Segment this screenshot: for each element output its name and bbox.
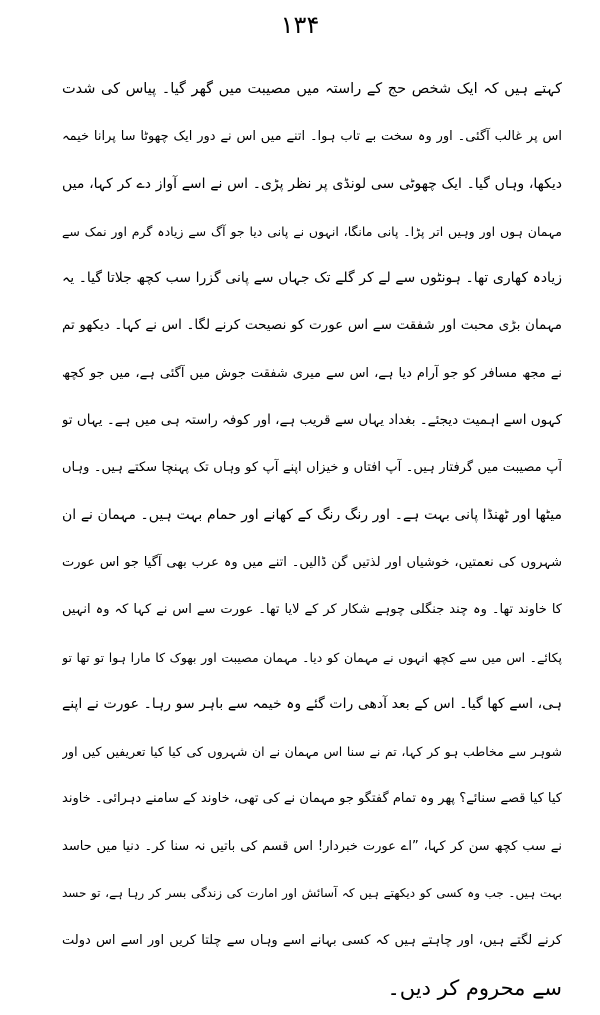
text-line-19: کرنے لگتے ہیں، اور چاہتے ہیں کہ کسی بہانے اسے وہاں سے چلتا کریں اور اسے اس دولت: [62, 933, 562, 949]
text-line-5: زیادہ کھاری تھا۔ ہونٹوں سے لے کر گلے تک جہاں سے پانی گزرا سب کچھ جلاتا گیا۔ یہ: [62, 270, 562, 287]
page-number: ۱۳۴: [280, 11, 320, 39]
text-line-7: نے مجھ مسافر کو جو آرام دیا ہے، اس سے میری شفقت جوش میں آگئی ہے، میں جو کچھ: [62, 365, 562, 381]
text-line-2: اس پر غالب آگئی۔ اور وہ سخت بے تاب ہوا۔ اتنے میں اس نے دور ایک چھوٹا سا پرانا خیمہ: [62, 129, 562, 145]
text-line-8: کہوں اسے اہمیت دیجئے۔ بغداد یہاں سے قریب ہے، اور کوفہ راستہ ہی میں ہے۔ یہاں تو: [62, 412, 562, 429]
text-line-9: آپ مصیبت میں گرفتار ہیں۔ آپ افتاں و خیزاں اپنے آپ کو وہاں تک پہنچا سکتے ہیں۔ وہاں: [62, 460, 562, 476]
text-line-11: شہروں کی نعمتیں، خوشیاں اور لذتیں گن ڈالیں۔ اتنے میں وہ عرب بھی آگیا جو اس عورت: [62, 554, 562, 570]
text-line-12: کا خاوند تھا۔ وہ چند جنگلی چوہے شکار کر کے لایا تھا۔ عورت سے اس نے کہا کہ وہ انہیں: [62, 602, 562, 618]
body-text: [62, 66, 562, 1012]
text-line-16: کیا کیا قصے سنائے؟ پھر وہ تمام گفتگو جو مہمان نے کی تھی، خاوند کے سامنے دہرائی۔ خاوند: [62, 791, 562, 807]
text-line-17: نے سب کچھ سن کر کہا، ”اے عورت خبردار! اس قسم کی باتیں نہ سنا کر۔ دنیا میں حاسد: [62, 838, 562, 854]
text-line-18: بہت ہیں۔ جب وہ کسی کو دیکھتے ہیں کہ آسائش اور امارت کی زندگی بسر کر رہا ہے، تو حسد: [62, 886, 562, 901]
text-line-15: شوہر سے مخاطب ہو کر کہا، تم نے سنا اس مہمان نے ان شہروں کی کیا کیا تعریفیں کیں اور: [62, 744, 562, 760]
text-line-3: دیکھا، وہاں گیا۔ ایک چھوٹی سی لونڈی پر نظر پڑی۔ اس نے اسے آواز دے کر کہا، میں: [62, 175, 562, 192]
text-line-6: مہمان بڑی محبت اور شفقت سے اس عورت کو نصیحت کرنے لگا۔ اس نے کہا۔ دیکھو تم: [62, 317, 562, 334]
text-line-4: مہمان ہوں اور وہیں اتر پڑا۔ پانی مانگا، انہوں نے پانی دیا جو آگ سے زیادہ گرم اور نمک سے: [62, 223, 562, 239]
text-line-20: سے محروم کر دیں۔: [387, 975, 562, 1000]
text-line-13: پکائے۔ اس میں سے کچھ انہوں نے مہمان کو دیا۔ مہمان مصیبت اور بھوک کا مارا ہوا تو تھا تو: [62, 649, 562, 665]
text-line-14: ہی، اسے کھا گیا۔ اس کے بعد آدھی رات گئے وہ خیمہ سے باہر سو رہا۔ عورت نے اپنے: [62, 695, 562, 712]
text-line-1: کہتے ہیں کہ ایک شخص حج کے راستہ میں مصیبت میں گھر گیا۔ پیاس کی شدت: [62, 81, 562, 97]
text-line-10: میٹھا اور ٹھنڈا پانی بہت ہے۔ اور رنگ رنگ کے کھانے اور حمام بہت ہیں۔ مہمان نے ان: [62, 506, 562, 523]
